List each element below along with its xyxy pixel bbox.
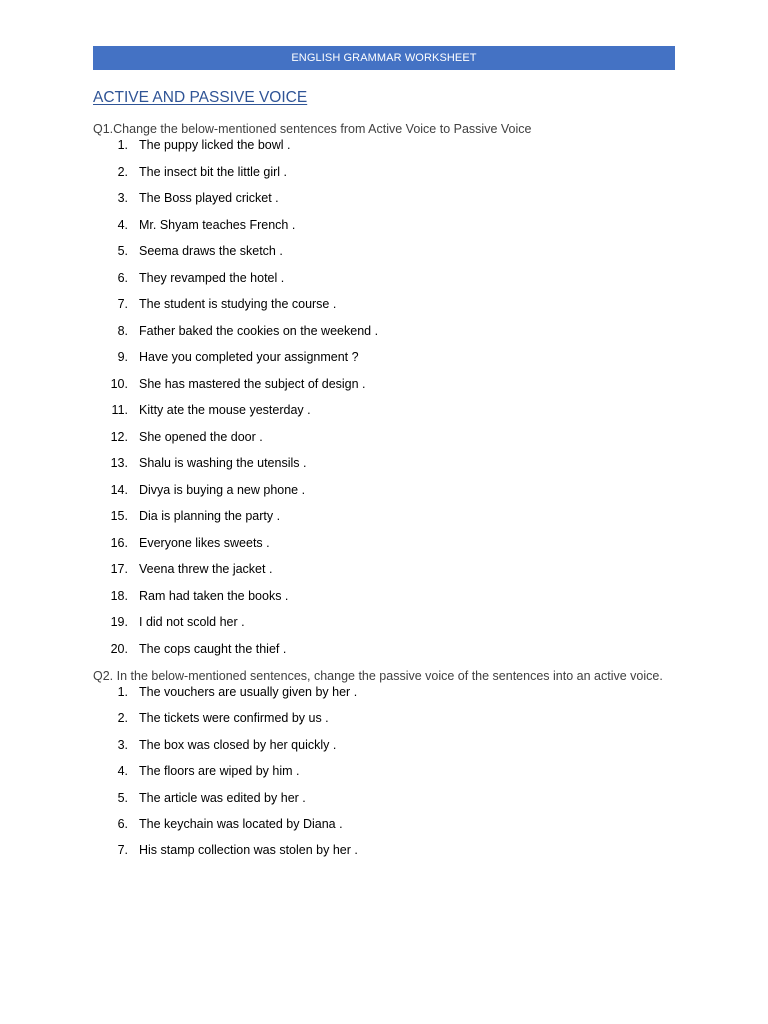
item-number: 17.: [110, 562, 128, 576]
list-item: [93, 763, 675, 789]
item-text: She has mastered the subject of design .: [139, 376, 366, 391]
item-text: Ram had taken the books .: [139, 588, 289, 603]
item-number: 2.: [117, 164, 128, 179]
worksheet-title-banner: ENGLISH GRAMMAR WORKSHEET: [93, 46, 675, 70]
question-2-list: [93, 684, 675, 869]
item-number: 1.: [117, 685, 128, 699]
list-item: [93, 535, 675, 562]
item-number: 2.: [117, 711, 128, 726]
item-number: 16.: [110, 535, 128, 550]
item-number: 9.: [117, 350, 128, 364]
item-number: 13.: [110, 456, 128, 470]
item-number: 10.: [110, 376, 128, 391]
list-item: [93, 429, 675, 456]
item-number: 18.: [110, 588, 128, 603]
list-item: [93, 296, 675, 323]
item-number: 5.: [117, 790, 128, 805]
list-item: [93, 614, 675, 641]
item-text: The box was closed by her quickly .: [139, 737, 337, 752]
item-text: The vouchers are usually given by her .: [139, 685, 358, 699]
question-2-prompt: Q2. In the below-mentioned sentences, change the passive voice of the sentences into an active voice.: [93, 669, 663, 683]
list-item: [93, 137, 675, 164]
item-text: The cops caught the thief .: [139, 641, 287, 656]
item-text: They revamped the hotel .: [139, 270, 285, 285]
item-text: The keychain was located by Diana .: [139, 816, 343, 831]
item-number: 1.: [117, 138, 128, 152]
item-text: Seema draws the sketch .: [139, 244, 283, 258]
item-text: The student is studying the course .: [139, 297, 337, 311]
item-number: 20.: [110, 641, 128, 656]
list-item: [93, 270, 675, 297]
list-item: [93, 455, 675, 482]
list-item: [93, 737, 675, 763]
item-text: Veena threw the jacket .: [139, 562, 273, 576]
list-item: [93, 790, 675, 816]
item-text: Divya is buying a new phone .: [139, 482, 306, 497]
item-text: Everyone likes sweets .: [139, 535, 270, 550]
item-number: 15.: [110, 509, 128, 523]
item-number: 11.: [111, 403, 128, 417]
item-number: 3.: [117, 737, 128, 752]
list-item: [93, 641, 675, 668]
item-text: The article was edited by her .: [139, 790, 306, 805]
item-text: I did not scold her .: [139, 615, 245, 629]
item-number: 7.: [117, 843, 128, 858]
item-number: 6.: [117, 270, 128, 285]
item-number: 3.: [117, 191, 128, 205]
list-item: [93, 349, 675, 376]
section-heading: ACTIVE AND PASSIVE VOICE: [93, 89, 308, 106]
worksheet-page: [93, 46, 675, 869]
list-item: [93, 217, 675, 244]
question-1-prompt: Q1.Change the below-mentioned sentences from Active Voice to Passive Voice: [93, 122, 532, 136]
list-item: [93, 482, 675, 509]
list-item: [93, 684, 675, 710]
item-text: The tickets were confirmed by us .: [139, 711, 329, 726]
list-item: [93, 243, 675, 270]
item-text: Have you completed your assignment ?: [139, 350, 359, 364]
item-text: The puppy licked the bowl .: [139, 138, 291, 152]
list-item: [93, 164, 675, 191]
question-1-list: [93, 137, 675, 667]
item-number: 14.: [110, 482, 128, 497]
item-number: 4.: [117, 764, 128, 779]
item-number: 6.: [117, 816, 128, 831]
item-number: 4.: [117, 217, 128, 232]
item-text: The Boss played cricket .: [139, 191, 279, 205]
list-item: [93, 588, 675, 615]
list-item: [93, 190, 675, 217]
item-number: 19.: [110, 615, 128, 629]
item-text: She opened the door .: [139, 429, 263, 444]
list-item: [93, 376, 675, 403]
item-number: 8.: [117, 323, 128, 338]
item-text: The insect bit the little girl .: [139, 164, 287, 179]
item-text: Father baked the cookies on the weekend .: [139, 323, 379, 338]
list-item: [93, 323, 675, 350]
item-number: 7.: [117, 297, 128, 311]
list-item: [93, 842, 675, 868]
item-text: Kitty ate the mouse yesterday .: [139, 403, 311, 417]
list-item: [93, 402, 675, 429]
list-item: [93, 816, 675, 842]
item-text: Mr. Shyam teaches French .: [139, 217, 296, 232]
item-text: Dia is planning the party .: [139, 509, 281, 523]
item-text: The floors are wiped by him .: [139, 764, 300, 779]
item-text: Shalu is washing the utensils .: [139, 456, 307, 470]
list-item: [93, 561, 675, 588]
item-number: 12.: [110, 429, 128, 444]
item-number: 5.: [117, 244, 128, 258]
list-item: [93, 508, 675, 535]
item-text: His stamp collection was stolen by her .: [139, 843, 358, 858]
list-item: [93, 710, 675, 736]
